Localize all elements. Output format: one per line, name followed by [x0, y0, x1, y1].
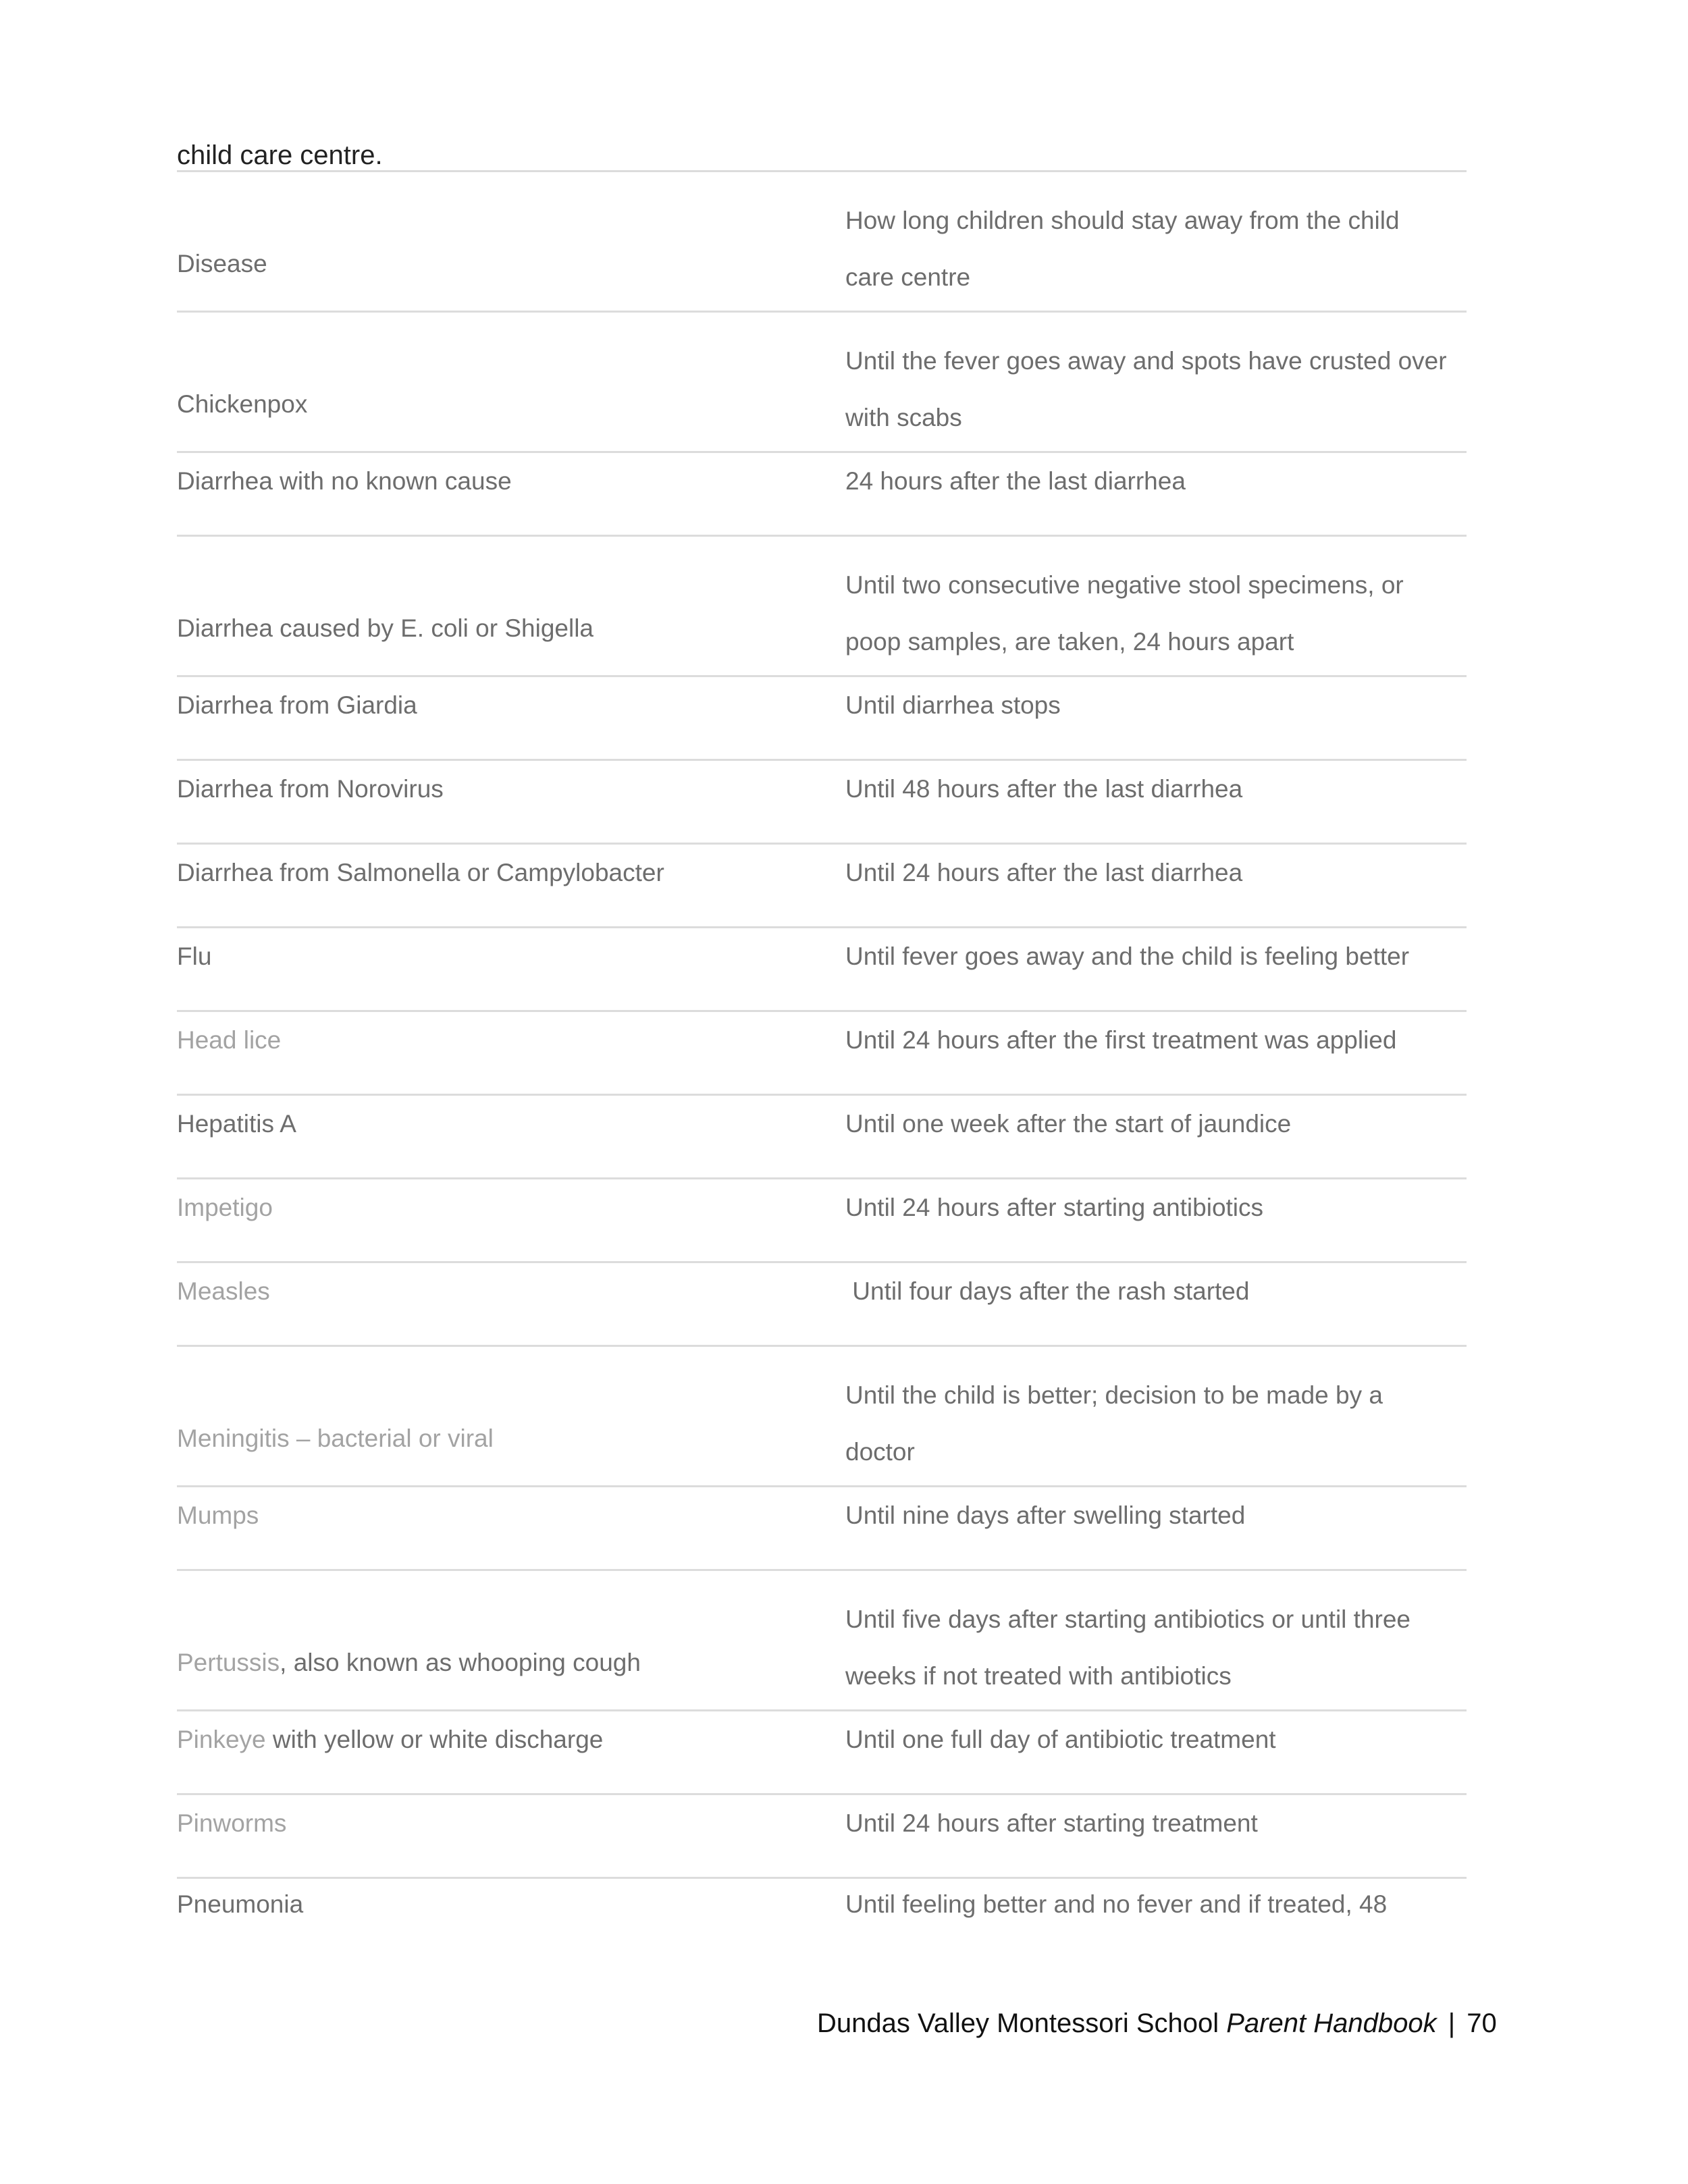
- duration-cell: [845, 537, 1467, 675]
- duration-line2: weeks if not treated with antibiotics: [845, 1662, 1232, 1690]
- table-row-pneumonia: [177, 1879, 1467, 1953]
- page-number: 70: [1467, 2008, 1497, 2038]
- table-row-head-lice: [177, 1012, 1467, 1096]
- disease-cell: Diarrhea caused by E. coli or Shigella: [177, 614, 594, 642]
- disease-link[interactable]: Mumps: [177, 1501, 259, 1529]
- disease-rest: with yellow or white discharge: [265, 1726, 604, 1753]
- duration-line1: Until the child is better; decision to be made by a: [845, 1381, 1383, 1409]
- table-row-flu: [177, 928, 1467, 1012]
- header-duration-line2: care centre: [845, 263, 971, 291]
- disease-cell: Diarrhea from Norovirus: [177, 775, 444, 803]
- header-disease: Disease: [177, 250, 267, 277]
- table-row-pertussis: [177, 1571, 1467, 1711]
- duration-cell: [845, 1571, 1467, 1709]
- table-row-diarrhea-unknown: [177, 453, 1467, 537]
- disease-cell: Flu: [177, 942, 212, 970]
- table-row-meningitis: [177, 1347, 1467, 1487]
- table-header-row: [177, 172, 1467, 313]
- disease-link[interactable]: Pinworms: [177, 1809, 287, 1837]
- disease-rest: , also known as whooping cough: [280, 1649, 641, 1676]
- disease-cell: Diarrhea from Salmonella or Campylobacter: [177, 859, 664, 886]
- disease-cell: [177, 1571, 845, 1709]
- duration-cell: [845, 1347, 1467, 1485]
- table-row-hepatitis-a: [177, 1096, 1467, 1179]
- duration-cell: Until one full day of antibiotic treatment: [845, 1726, 1276, 1753]
- duration-cell: Until four days after the rash started: [845, 1277, 1250, 1305]
- duration-cell: Until nine days after swelling started: [845, 1501, 1246, 1529]
- duration-line1: Until the fever goes away and spots have crusted over: [845, 347, 1447, 375]
- table-row-mumps: [177, 1487, 1467, 1571]
- duration-line1: Until five days after starting antibiotics or until three: [845, 1605, 1410, 1633]
- duration-cell: Until 48 hours after the last diarrhea: [845, 775, 1243, 803]
- disease-cell: Diarrhea with no known cause: [177, 467, 512, 495]
- duration-line2: doctor: [845, 1438, 915, 1466]
- page-footer: [817, 2008, 1497, 2039]
- footer-separator: |: [1448, 2008, 1456, 2038]
- disease-link[interactable]: Head lice: [177, 1026, 282, 1054]
- duration-cell: 24 hours after the last diarrhea: [845, 467, 1186, 495]
- disease-cell: Pneumonia: [177, 1890, 304, 1918]
- footer-school-name: Dundas Valley Montessori School: [817, 2008, 1219, 2038]
- table-row-pinkeye: [177, 1711, 1467, 1795]
- duration-cell: Until one week after the start of jaundice: [845, 1110, 1292, 1138]
- header-duration-line1: How long children should stay away from the child: [845, 207, 1400, 234]
- duration-cell: Until feeling better and no fever and if treated, 48: [845, 1890, 1388, 1918]
- table-row-impetigo: [177, 1179, 1467, 1263]
- duration-cell: Until 24 hours after the first treatment was applied: [845, 1026, 1397, 1054]
- exclusion-table: [177, 170, 1467, 1953]
- header-duration: [845, 172, 1467, 311]
- intro-text: child care centre.: [177, 140, 383, 170]
- table-row-diarrhea-salmonella: [177, 845, 1467, 928]
- duration-line1: Until two consecutive negative stool specimens, or: [845, 571, 1404, 599]
- disease-text: [177, 1648, 845, 1678]
- disease-cell: [177, 1711, 845, 1793]
- disease-link[interactable]: Pinkeye: [177, 1726, 266, 1753]
- table-row-measles: [177, 1263, 1467, 1347]
- table-row-pinworms: [177, 1795, 1467, 1879]
- table-row-diarrhea-ecoli: [177, 537, 1467, 677]
- disease-link[interactable]: Impetigo: [177, 1194, 273, 1221]
- disease-text: [177, 1725, 845, 1755]
- table-row-diarrhea-norovirus: [177, 761, 1467, 845]
- duration-cell: [845, 313, 1467, 451]
- disease-cell: Chickenpox: [177, 390, 308, 418]
- disease-cell: Hepatitis A: [177, 1110, 296, 1138]
- footer-handbook-title: Parent Handbook: [1226, 2008, 1437, 2038]
- disease-link[interactable]: Meningitis – bacterial or viral: [177, 1424, 494, 1452]
- duration-cell: Until fever goes away and the child is feeling better: [845, 942, 1410, 970]
- duration-cell: Until 24 hours after starting antibiotics: [845, 1194, 1264, 1221]
- duration-line2: with scabs: [845, 404, 962, 431]
- disease-cell: Diarrhea from Giardia: [177, 691, 417, 719]
- duration-line2: poop samples, are taken, 24 hours apart: [845, 628, 1294, 656]
- duration-cell: Until 24 hours after the last diarrhea: [845, 859, 1243, 886]
- disease-link[interactable]: Measles: [177, 1277, 270, 1305]
- table-row-diarrhea-giardia: [177, 677, 1467, 761]
- duration-cell: Until 24 hours after starting treatment: [845, 1809, 1258, 1837]
- duration-cell: Until diarrhea stops: [845, 691, 1061, 719]
- table-row-chickenpox: [177, 313, 1467, 453]
- disease-link[interactable]: Pertussis: [177, 1649, 280, 1676]
